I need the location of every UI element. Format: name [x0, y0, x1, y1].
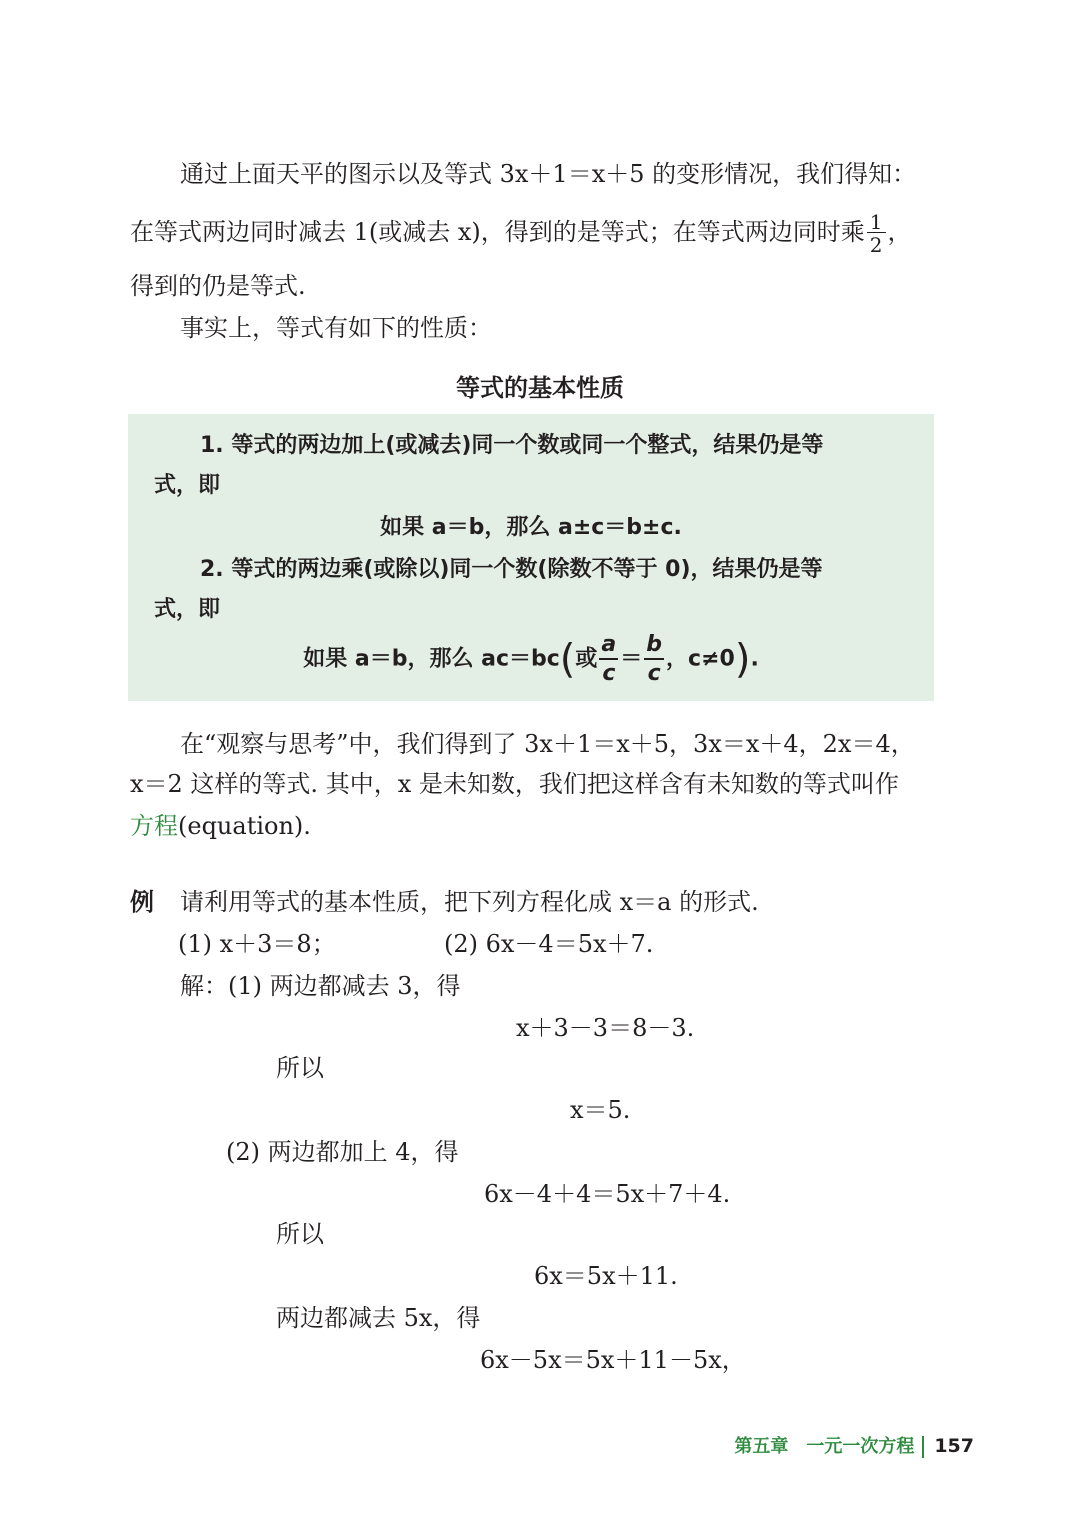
rule-1-formula: 如果 a＝b，那么 a±c＝b±c. — [380, 515, 682, 540]
term-equation: 方程 — [130, 812, 178, 840]
equation-para-line-1: 在“观察与思考”中，我们得到了 3x＋1＝x＋5，3x＝x＋4，2x＝4， — [180, 730, 915, 758]
rule-2-line-2: 式，即 — [154, 597, 221, 622]
solution-2-step: 两边都减去 5x，得 — [276, 1304, 481, 1332]
right-paren: ) — [734, 636, 751, 683]
property-box — [128, 414, 934, 701]
rule-2-formula — [128, 634, 934, 685]
question-1: (1) x＋3＝8； — [178, 930, 336, 958]
solution-1-equation-1: x＋3－3＝8－3. — [516, 1014, 695, 1042]
rule-1-line-1: 1. 等式的两边加上(或减去)同一个数或同一个整式，结果仍是等 — [200, 433, 824, 458]
rule-1-line-2: 式，即 — [154, 473, 221, 498]
intro-line-3: 得到的仍是等式. — [130, 272, 306, 300]
page-number: 157 — [934, 1435, 974, 1457]
footer-divider — [922, 1436, 924, 1458]
solution-2-equation-2: 6x＝5x＋11. — [534, 1262, 678, 1290]
left-paren: ( — [559, 636, 576, 683]
fraction-denominator: c — [602, 661, 616, 686]
b-over-c-fraction — [644, 634, 664, 685]
solution-1-equation-2: x＝5. — [570, 1096, 631, 1124]
fraction-numerator: 1 — [867, 212, 886, 233]
page-footer — [734, 1432, 974, 1458]
solution-1-therefore: 所以 — [276, 1054, 324, 1082]
fraction-numerator: a — [599, 634, 618, 660]
rule-2-equals: ＝ — [620, 646, 643, 672]
intro-line-1: 通过上面天平的图示以及等式 3x＋1＝x＋5 的变形情况，我们得知： — [180, 160, 917, 188]
rule-2-line-1: 2. 等式的两边乘(或除以)同一个数(除数不等于 0)，结果仍是等 — [200, 557, 823, 582]
intro-paragraph-2: 事实上，等式有如下的性质： — [180, 314, 492, 342]
fraction-denominator: 2 — [869, 233, 883, 257]
intro-line-2 — [130, 212, 912, 255]
equation-para-line-2: x＝2 这样的等式. 其中，x 是未知数，我们把这样含有未知数的等式叫作 — [130, 770, 899, 798]
intro-line-2-end: ， — [887, 218, 912, 246]
rule-2-condition: ，c≠0 — [666, 646, 735, 672]
section-heading: 等式的基本性质 — [456, 374, 624, 402]
solution-2-equation-1: 6x－4＋4＝5x＋7＋4. — [484, 1180, 731, 1208]
rule-2-or: 或 — [575, 646, 598, 672]
intro-line-2-text: 在等式两边同时减去 1(或减去 x)，得到的是等式；在等式两边同时乘 — [130, 218, 865, 246]
question-2: (2) 6x－4＝5x＋7. — [444, 930, 654, 958]
example-prompt: 请利用等式的基本性质，把下列方程化成 x＝a 的形式. — [180, 888, 759, 916]
a-over-c-fraction — [599, 634, 618, 685]
fraction-numerator: b — [644, 634, 664, 660]
rule-2-formula-text: 如果 a＝b，那么 ac＝bc — [303, 646, 560, 672]
one-half-fraction — [867, 212, 886, 255]
solution-2-therefore: 所以 — [276, 1220, 324, 1248]
solution-2-equation-3: 6x－5x＝5x＋11－5x， — [480, 1346, 746, 1374]
solution-1-intro: 解：(1) 两边都减去 3，得 — [180, 972, 461, 1000]
chapter-title: 第五章 一元一次方程 — [734, 1436, 915, 1457]
equation-para-line-3 — [130, 810, 311, 842]
solution-2-intro: (2) 两边都加上 4，得 — [226, 1138, 459, 1166]
fraction-denominator: c — [647, 661, 661, 686]
term-equation-english: (equation). — [178, 812, 311, 840]
rule-2-period: . — [750, 646, 759, 672]
example-label: 例 — [130, 888, 154, 916]
